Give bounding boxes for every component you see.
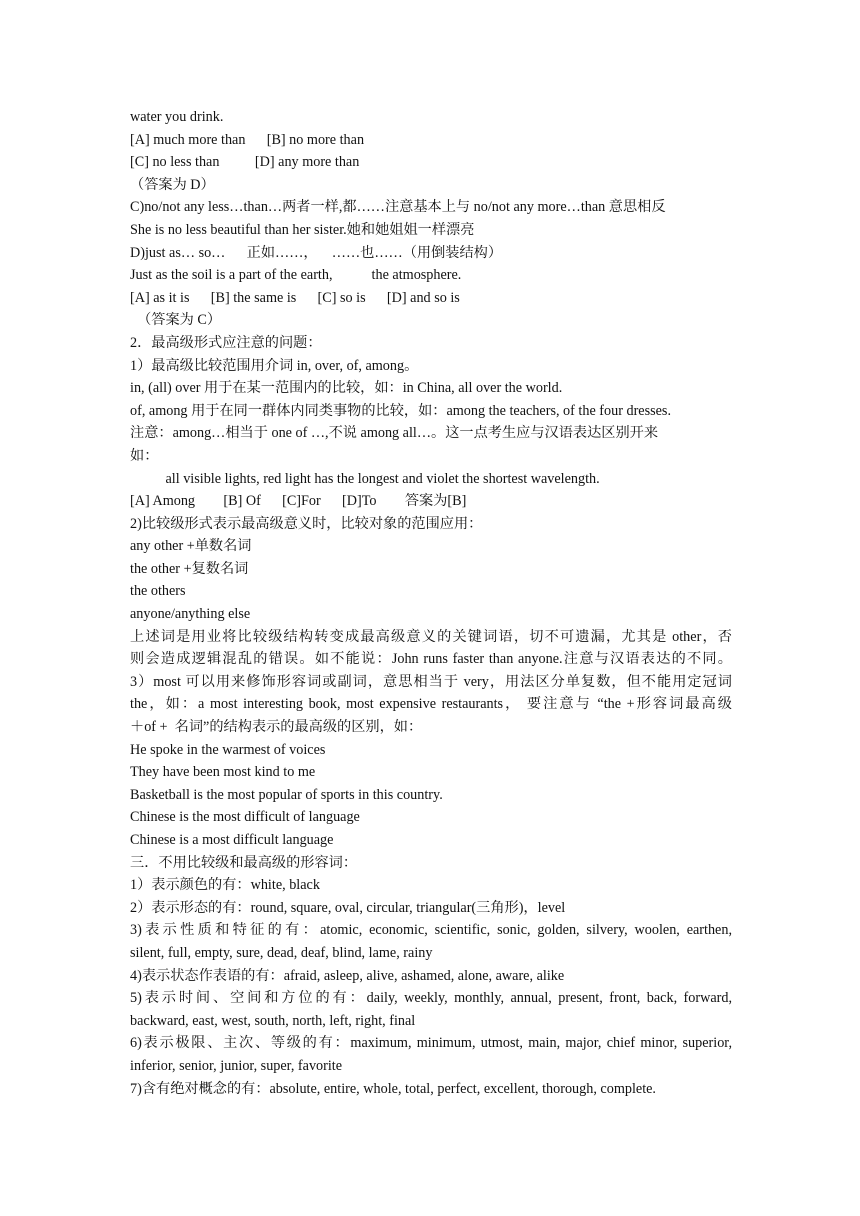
text-line: water you drink. bbox=[130, 109, 224, 125]
text-line: all visible lights, red light has the longest and violet the shortest wavelength. bbox=[130, 470, 600, 487]
text-line: inferior, senior, junior, super, favorite bbox=[130, 1057, 343, 1074]
text-line: D)just as… so… 正如……， ……也……（用倒装结构） bbox=[130, 244, 503, 261]
text-line: 如： bbox=[130, 447, 159, 464]
text-line: silent, full, empty, sure, dead, deaf, blind, lame, rainy bbox=[130, 944, 433, 961]
text-line: the others bbox=[130, 583, 186, 600]
document-body bbox=[130, 106, 732, 1100]
text-line: 4)表示状态作表语的有：afraid, asleep, alive, ashamed, alone, aware, alike bbox=[130, 967, 565, 984]
text-line: He spoke in the warmest of voices bbox=[130, 741, 326, 758]
text-line: 1）最高级比较范围用介词 in, over, of, among。 bbox=[130, 357, 419, 374]
text-line: 1）表示颜色的有：white, black bbox=[130, 877, 320, 894]
text-line: 则会造成逻辑混乱的错误。如不能说：John runs faster than anyone.注意与汉语表达的不同。 bbox=[130, 651, 732, 668]
text-line: 2）表示形态的有：round, square, oval, circular, triangular(三角形)，level bbox=[130, 899, 566, 916]
text-line: （答案为 D） bbox=[130, 176, 215, 193]
text-line: [A] as it is [B] the same is [C] so is [D] and so is bbox=[130, 289, 460, 306]
text-line: Basketball is the most popular of sports in this country. bbox=[130, 786, 443, 803]
text-line: She is no less beautiful than her sister.她和她姐姐一样漂亮 bbox=[130, 221, 475, 238]
text-line: They have been most kind to me bbox=[130, 764, 316, 781]
text-line: 2．最高级形式应注意的问题： bbox=[130, 334, 322, 351]
text-line: [A] much more than [B] no more than bbox=[130, 131, 365, 148]
text-line: （答案为 C） bbox=[130, 312, 222, 329]
text-line: 3）most 可以用来修饰形容词或副词，意思相当于 very，用法区分单复数，但不能用定冠词 bbox=[130, 673, 732, 690]
text-line: backward, east, west, south, north, left, right, final bbox=[130, 1012, 416, 1029]
text-line: of, among 用于在同一群体内同类事物的比较，如：among the teachers, of the four dresses. bbox=[130, 402, 672, 419]
text-line: anyone/anything else bbox=[130, 606, 251, 623]
text-line: the，如：a most interesting book, most expensive restaurants， 要注意与 “the +形容词最高级 bbox=[130, 696, 732, 713]
text-line: 三．不用比较级和最高级的形容词： bbox=[130, 854, 358, 871]
text-line: Just as the soil is a part of the earth, the atmosphere. bbox=[130, 267, 462, 284]
text-line: 3)表示性质和特征的有：atomic, economic, scientific, sonic, golden, silvery, woolen, earthen, bbox=[130, 922, 732, 939]
text-line: [C] no less than [D] any more than bbox=[130, 154, 360, 171]
text-line: 5)表示时间、空间和方位的有：daily, weekly, monthly, annual, present, front, back, forward, bbox=[130, 990, 732, 1007]
text-line: 6)表示极限、主次、等级的有：maximum, minimum, utmost, main, major, chief minor, superior, bbox=[130, 1035, 732, 1052]
text-line: Chinese is the most difficult of language bbox=[130, 809, 360, 826]
text-line: C)no/not any less…than…两者一样,都……注意基本上与 no/not any more…than 意思相反 bbox=[130, 199, 666, 216]
text-line: the other +复数名词 bbox=[130, 560, 249, 577]
text-line: 上述词是用业将比较级结构转变成最高级意义的关键词语，切不可遗漏，尤其是 other，否 bbox=[130, 628, 732, 645]
text-line: 注意：among…相当于 one of …,不说 among all…。这一点考生应与汉语表达区别开来 bbox=[130, 425, 659, 442]
text-line: Chinese is a most difficult language bbox=[130, 832, 334, 848]
text-line: in, (all) over 用于在某一范围内的比较，如：in China, all over the world. bbox=[130, 380, 563, 397]
text-line: any other +单数名词 bbox=[130, 538, 252, 555]
text-line: [A] Among [B] Of [C]For [D]To 答案为[B] bbox=[130, 493, 467, 510]
text-line: 2)比较级形式表示最高级意义时，比较对象的范围应用： bbox=[130, 515, 483, 532]
text-line: 7)含有绝对概念的有：absolute, entire, whole, total, perfect, excellent, thorough, complete. bbox=[130, 1080, 656, 1097]
text-line: ＋of + 名词”的结构表示的最高级的区别，如： bbox=[130, 719, 423, 736]
